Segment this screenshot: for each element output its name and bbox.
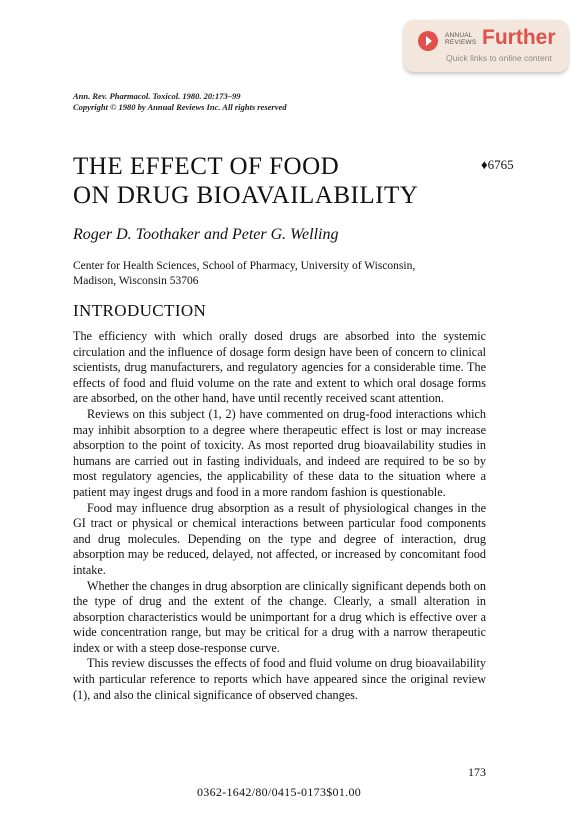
- citation: [73, 91, 287, 113]
- further-badge[interactable]: [404, 20, 568, 72]
- citation-line-1: Ann. Rev. Pharmacol. Toxicol. 1980. 20:173–99: [73, 91, 241, 101]
- affiliation-line-2: Madison, Wisconsin 53706: [73, 275, 199, 287]
- affiliation-line-1: Center for Health Sciences, School of Pharmacy, University of Wisconsin,: [73, 260, 416, 272]
- citation-line-2: Copyright © 1980 by Annual Reviews Inc. All rights reserved: [73, 102, 287, 112]
- affiliation: [73, 259, 415, 289]
- article-title: [73, 152, 418, 210]
- article-body: [73, 329, 486, 703]
- section-heading: INTRODUCTION: [73, 301, 207, 320]
- title-line-2: ON DRUG BIOAVAILABILITY: [73, 182, 419, 209]
- title-line-1: THE EFFECT OF FOOD: [73, 153, 340, 180]
- paragraph: Reviews on this subject (1, 2) have commented on drug-food interactions which may inhibit absorption to a degree where therapeutic effect is lost or may increase absorption to the point of toxicity. As most reported drug bioavailability studies in humans are carried out in fasting individuals, and indeed are required to be so by most regulatory agencies, the applicability of these data to the situation where a patient may ingest drugs and food in a more random fashion is questionable.: [73, 406, 486, 499]
- further-subtitle: Quick links to online content: [446, 53, 552, 63]
- further-brand-small: ANNUAL REVIEWS: [445, 32, 477, 46]
- paragraph: Whether the changes in drug absorption are clinically significant depends both on the type of drug and the extent of the change. Clearly, a small alteration in absorption characteristics would be unimportant for a drug which is effective over a wide concentration range, but may be critical for a drug with a narrow therapeutic index or with a steep dose-response curve.: [73, 578, 486, 655]
- further-brand-large: Further: [482, 26, 556, 49]
- paragraph: Food may influence drug absorption as a result of physiological changes in the GI tract or physical or chemical interactions between particular food components and drug molecules. Depending on the type and degree of interaction, drug absorption may be reduced, delayed, not affected, or increased by concomitant food intake.: [73, 500, 486, 577]
- paragraph: The efficiency with which orally dosed drugs are absorbed into the systemic circulation and the influence of dosage form design have been of concern to clinical scientists, drug manufacturers, and regulatory agencies for a considerable time. The effects of food and fluid volume on the rate and extent to which oral dosage forms are absorbed, on the other hand, have until recently received scant attention.: [73, 329, 486, 406]
- page-number: 173: [468, 765, 486, 779]
- authors: Roger D. Toothaker and Peter G. Welling: [73, 226, 339, 243]
- paragraph: This review discusses the effects of food and fluid volume on drug bioavailability with particular reference to reports which have appeared since the original review (1), and also the clinical significance of observed changes.: [73, 656, 486, 702]
- footer-code: 0362-1642/80/0415-0173$01.00: [197, 785, 362, 799]
- article-id: ♦6765: [481, 157, 514, 172]
- play-icon: [418, 31, 438, 51]
